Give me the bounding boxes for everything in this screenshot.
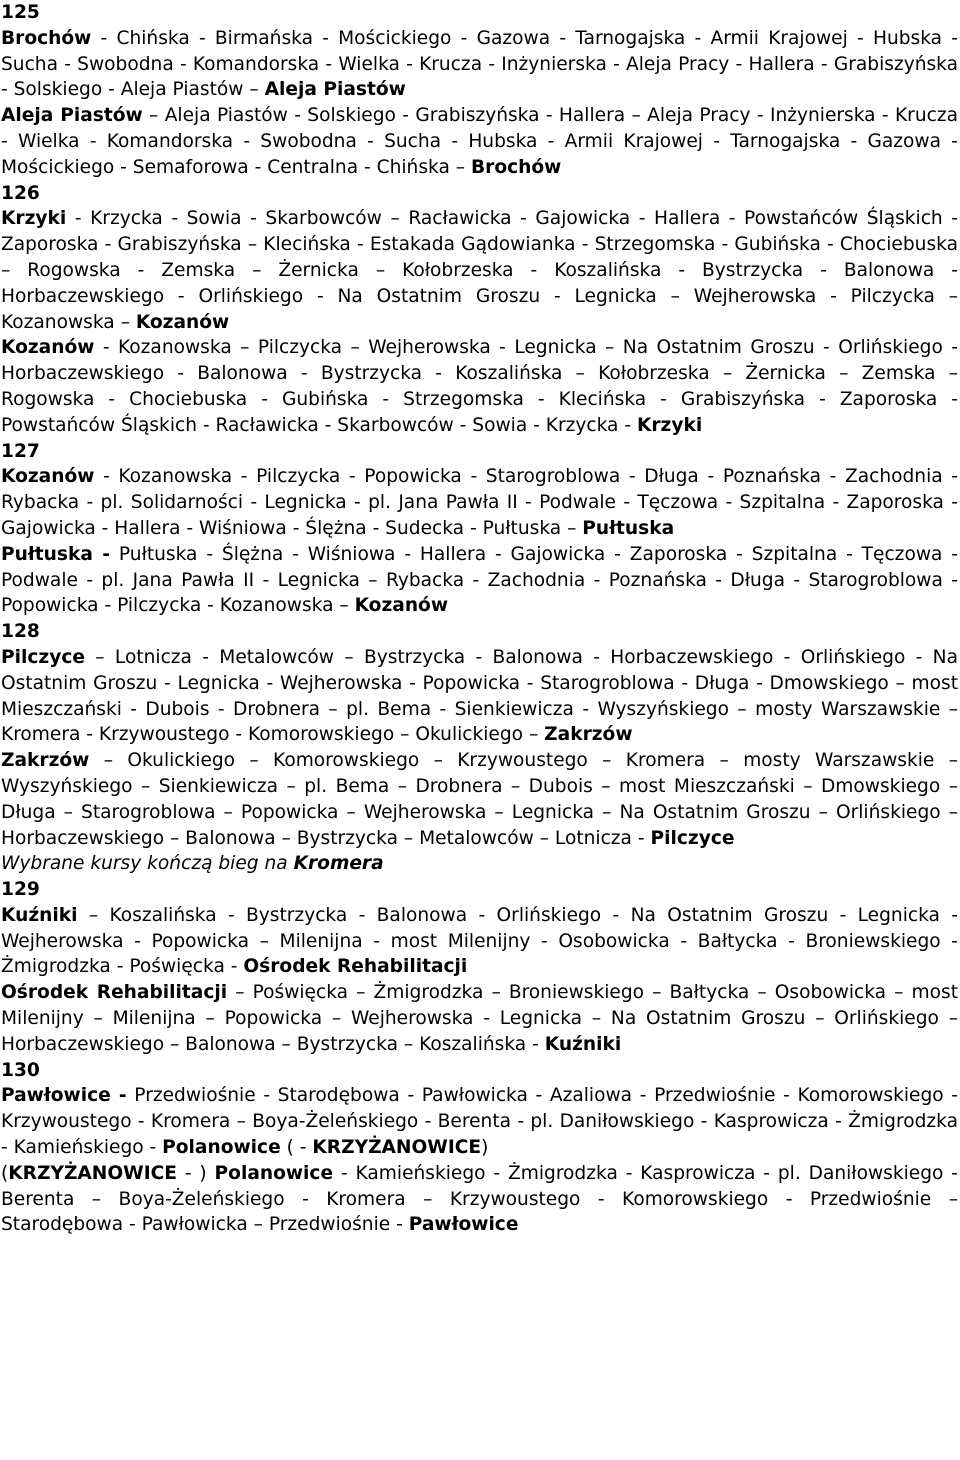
route-end: Pilczyce <box>650 827 735 849</box>
route-note-text: Wybrane kursy kończą bieg na <box>1 853 294 875</box>
route-stops: – Poświęcka – Żmigrodzka – Broniewskiego – Bałtycka – Osobowicka – most Milenijny – Milenijna – Popowicka – Wejherowska - Legnicka – Na Ostatnim Groszu – Orlińskiego – Horbaczewskiego – Balonowa – Bystrzycka – Koszalińska - <box>1 982 958 1055</box>
route-end: Brochów <box>470 156 562 178</box>
route-number: 130 <box>1 1059 40 1081</box>
route-start: Pawłowice - <box>1 1085 127 1107</box>
route-start-2: Polanowice <box>214 1162 334 1184</box>
route-stops: Pułtuska - Ślężna - Wiśniowa - Hallera - Gajowicka - Zaporoska - Szpitalna - Tęczowa - Podwale - pl. Jana Pawła II - Legnicka – Rybacka - Zachodnia - Poznańska - Długa - Starogroblowa - Popowicka - Pilczycka - Kozanowska – <box>1 543 959 617</box>
route-mid-stop: Polanowice <box>162 1137 281 1159</box>
route-end: Pawłowice <box>408 1214 519 1236</box>
route-open-paren: ( <box>1 1162 9 1184</box>
route-end: Kozanów <box>354 595 449 617</box>
route-direction-2 <box>1 748 958 851</box>
route-start: Kozanów <box>1 337 95 359</box>
route-start: Kuźniki <box>1 904 78 926</box>
route-stops: – Okulickiego – Komorowskiego – Krzywoustego – Kromera – mosty Warszawskie – Wyszyńskiego – Sienkiewicza – pl. Bema – Drobnera – Dubois – most Mieszczański – Dmowskiego – Długa – Starogroblowa – Popowicka – Wejherowska – Legnicka – Na Ostatnim Groszu – Orlińskiego – Horbaczewskiego – Balonowa – Bystrzycka – Metalowców – Lotnicza - <box>1 750 958 849</box>
route-direction-1 <box>1 903 958 980</box>
route-stops: - Kozanowska – Pilczycka – Wejherowska - Legnicka – Na Ostatnim Groszu - Orlińskiego - Horbaczewskiego - Balonowa - Bystrzycka - Koszalińska – Kołobrzeska – Żernicka – Zemska – Rogowska - Chociebuska - Gubińska - Strzegomska - Klecińska - Grabiszyńska - Zaporoska - Powstańców Śląskich - Racławicka - Skarbowców - Sowia - Krzycka - <box>1 337 958 436</box>
route-number: 126 <box>1 182 40 204</box>
route-start: Brochów <box>1 27 92 49</box>
route-end: KRZYŻANOWICE <box>312 1137 482 1159</box>
route-number: 127 <box>1 440 40 462</box>
route-mid-separator: ( - <box>280 1137 313 1159</box>
route-end: Kuźniki <box>544 1033 622 1055</box>
route-start: KRZYŻANOWICE <box>8 1162 177 1184</box>
route-stops: - Kamieńskiego - Żmigrodzka - Kasprowicza - pl. Daniłowskiego - Berenta – Boya-Żeleńskiego - Kromera – Krzywoustego - Komorowskiego - Przedwiośnie – Starodębowa - Pawłowicka – Przedwiośnie - <box>1 1162 958 1236</box>
route-start: Krzyki <box>1 208 67 230</box>
route-126 <box>1 181 958 439</box>
route-stops: - Kozanowska - Pilczycka - Popowicka - Starogroblowa - Długa - Poznańska - Zachodnia - Rybacka - pl. Solidarności - Legnicka - pl. Jana Pawła II - Podwale - Tęczowa - Szpitalna - Zaporoska - Gajowicka - Hallera - Wiśniowa - Ślężna - Sudecka - Pułtuska – <box>1 466 958 539</box>
route-number: 125 <box>1 2 40 23</box>
route-start: Pilczyce <box>1 646 85 668</box>
route-end: Pułtuska <box>582 517 675 539</box>
route-direction-1 <box>1 26 958 103</box>
route-end: Krzyki <box>636 414 703 436</box>
route-stops: - Krzycka - Sowia - Skarbowców – Racławicka - Gajowicka - Hallera - Powstańców Śląskich - Zaporoska - Grabiszyńska – Klecińska - Estakada Gądowianka - Strzegomska - Gubińska - Chociebuska – Rogowska - Zemska – Żernicka – Kołobrzeska - Koszalińska - Bystrzycka - Balonowa - Horbaczewskiego - Orlińskiego - Na Ostatnim Groszu - Legnicka – Wejherowska - Pilczycka – Kozanowska – <box>1 208 958 333</box>
route-close-paren: ) <box>481 1137 489 1159</box>
route-direction-1 <box>1 645 958 748</box>
route-128 <box>1 619 958 877</box>
route-direction-1 <box>1 206 958 335</box>
route-129 <box>1 877 958 1058</box>
route-end: Zakrzów <box>544 724 633 746</box>
route-end: Ośrodek Rehabilitacji <box>243 956 468 978</box>
route-start-separator: - ) <box>176 1162 215 1184</box>
route-start: Zakrzów <box>1 750 90 772</box>
route-end: Aleja Piastów <box>264 79 406 101</box>
route-direction-2 <box>1 542 958 619</box>
route-direction-2 <box>1 103 958 180</box>
route-direction-2 <box>1 335 958 438</box>
route-127 <box>1 439 958 620</box>
route-stops: Przedwiośnie - Starodębowa - Pawłowicka - Azaliowa - Przedwiośnie - Komorowskiego - Krzywoustego - Kromera – Boya-Żeleńskiego - Berenta - pl. Daniłowskiego - Kasprowicza - Żmigrodzka - Kamieńskiego - <box>1 1085 959 1159</box>
route-number: 128 <box>1 621 40 643</box>
route-stops: – Lotnicza - Metalowców – Bystrzycka - Balonowa - Horbaczewskiego - Orlińskiego - Na Ostatnim Groszu - Legnicka - Wejherowska - Popowicka - Starogroblowa - Długa - Dmowskiego – most Mieszczański - Dubois - Drobnera – pl. Bema - Sienkiewicza - Wyszyńskiego – mosty Warszawskie – Kromera - Krzywoustego - Komorowskiego – Okulickiego – <box>1 646 958 746</box>
route-125 <box>1 0 958 181</box>
route-direction-1 <box>1 464 958 541</box>
route-start: Aleja Piastów <box>1 105 143 127</box>
route-direction-1 <box>1 1083 958 1160</box>
route-stops: – Koszalińska - Bystrzycka - Balonowa - Orlińskiego - Na Ostatnim Groszu - Legnicka - Wejherowska - Popowicka – Milenijna - most Milenijny - Osobowicka - Bałtycka - Broniewskiego - Żmigrodzka - Poświęcka - <box>1 904 958 978</box>
route-note <box>1 851 958 877</box>
route-stops: - Chińska - Birmańska - Mościckiego - Gazowa - Tarnogajska - Armii Krajowej - Hubska - Sucha - Swobodna - Komandorska - Wielka - Krucza - Inżynierska - Aleja Pracy - Hallera - Grabiszyńska - Solskiego - Aleja Piastów – <box>1 27 958 101</box>
route-start: Pułtuska - <box>1 543 111 565</box>
route-direction-2 <box>1 980 958 1057</box>
route-130 <box>1 1058 958 1239</box>
route-number: 129 <box>1 879 40 901</box>
route-start: Kozanów <box>1 466 95 488</box>
route-end: Kozanów <box>135 311 230 333</box>
route-direction-2 <box>1 1161 958 1238</box>
route-stops: – Aleja Piastów - Solskiego - Grabiszyńska - Hallera – Aleja Pracy - Inżynierska - Krucza - Wielka - Komandorska - Swobodna - Sucha - Hubska - Armii Krajowej - Tarnogajska - Gazowa - Mościckiego - Semaforowa - Centralna - Chińska – <box>1 105 958 178</box>
route-start: Ośrodek Rehabilitacji <box>1 982 228 1004</box>
route-note-place: Kromera <box>293 853 384 875</box>
